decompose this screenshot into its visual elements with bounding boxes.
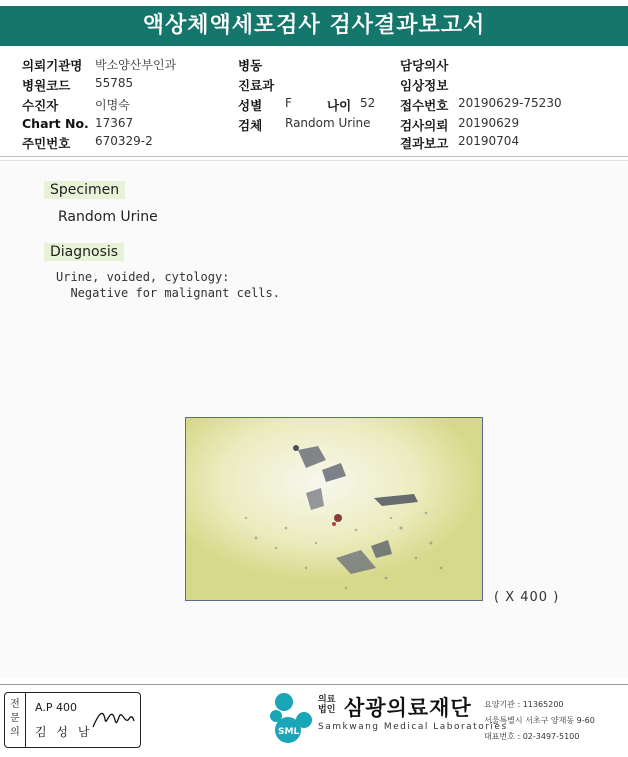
hospital-code-value: 55785	[95, 76, 134, 90]
institution-label: 의뢰기관명	[22, 58, 83, 73]
chart-no-label: Chart No.	[22, 116, 89, 131]
request-date-value: 20190629	[458, 116, 520, 130]
contact-info	[484, 697, 595, 745]
age-label: 나이	[327, 98, 352, 113]
header-divider	[0, 156, 628, 157]
hospital-code-label: 병원코드	[22, 78, 71, 93]
report-date-label: 결과보고	[400, 136, 449, 151]
report-title: 액상체액세포검사 검사결과보고서	[0, 6, 628, 46]
specimen-text: Random Urine	[58, 209, 158, 225]
ward-label: 병동	[238, 58, 263, 73]
signature	[91, 705, 135, 735]
pathologist-stamp	[4, 692, 141, 748]
corp-prefix-2: 법인	[318, 705, 336, 715]
resident-no-label: 주민번호	[22, 136, 71, 151]
diagnosis-line-1: Urine, voided, cytology:	[56, 270, 230, 284]
patient-info-table	[0, 54, 628, 154]
diagnosis-heading: Diagnosis	[44, 243, 124, 261]
corp-english-name: Samkwang Medical Laboratories	[318, 722, 508, 732]
microscopy-image	[185, 417, 483, 601]
receipt-no-label: 접수번호	[400, 98, 449, 113]
corp-prefix-1: 의료	[318, 695, 336, 705]
request-date-label: 검사의뢰	[400, 118, 449, 133]
sex-value: F	[285, 96, 292, 110]
address: 서울특별시 서초구 양재동 9-60	[484, 716, 595, 725]
institution-code: 요양기관 : 11365200	[484, 700, 564, 709]
logo-text: SML	[278, 727, 300, 737]
report-date-value: 20190704	[458, 134, 520, 148]
corp-prefix	[318, 695, 335, 715]
doctor-label: 담당의사	[400, 58, 449, 73]
stamp-divider	[25, 693, 26, 747]
header-divider-2	[0, 160, 628, 161]
footer-divider	[0, 684, 628, 685]
clinical-info-label: 임상정보	[400, 78, 449, 93]
institution-value: 박소양산부인과	[95, 58, 177, 72]
stamp-specialist-label: 전문의	[10, 699, 20, 738]
diagnosis-text	[56, 269, 280, 301]
age-value: 52	[360, 96, 376, 110]
specimen-label: 검체	[238, 118, 263, 133]
sex-label: 성별	[238, 98, 263, 113]
stamp-pathologist-name: 김 성 남	[35, 725, 93, 739]
sml-logo	[268, 692, 316, 748]
specimen-value: Random Urine	[285, 116, 371, 130]
stamp-ap-number: A.P 400	[35, 701, 77, 714]
resident-no-value: 670329-2	[95, 134, 153, 148]
diagnosis-line-2: Negative for malignant cells.	[56, 286, 280, 300]
receipt-no-value: 20190629-75230	[458, 96, 562, 110]
corp-name: 삼광의료재단	[344, 696, 472, 720]
patient-value: 이명숙	[95, 98, 130, 112]
department-label: 진료과	[238, 78, 275, 93]
magnification-label: ( X 400 )	[494, 590, 560, 605]
phone: 대표번호 : 02-3497-5100	[484, 732, 580, 741]
specimen-heading: Specimen	[44, 181, 125, 199]
patient-label: 수진자	[22, 98, 59, 113]
chart-no-value: 17367	[95, 116, 134, 130]
